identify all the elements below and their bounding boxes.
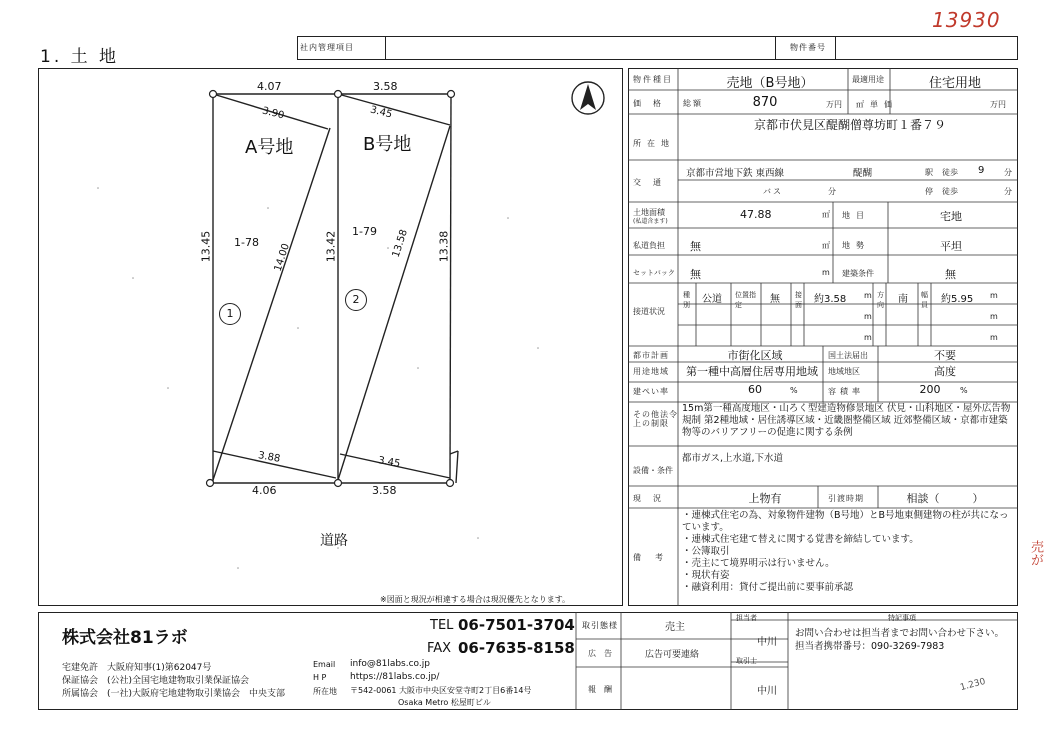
building-cond-label: 建築条件 [842, 269, 874, 278]
building-cond-value: 無 [945, 268, 956, 281]
tel-label: TEL [430, 618, 454, 633]
road-label: 道路 [320, 533, 348, 549]
width-unit: m [990, 291, 1000, 300]
direction-value: 南 [898, 294, 908, 305]
hp-value: https://81labs.co.jp/ [350, 672, 440, 682]
type-value: 売地（B号地） [726, 76, 814, 91]
road-kind-value: 公道 [702, 294, 722, 305]
far-label: 容積率 [828, 387, 864, 396]
remarks-label: 備考 [633, 553, 677, 562]
terrain-label: 地勢 [842, 241, 870, 250]
district-label: 地域地区 [828, 367, 860, 376]
handover-label: 引渡時期 [828, 494, 864, 503]
type-label: 物件種目 [633, 75, 673, 84]
dim-bot-a: 4.06 [252, 484, 277, 497]
lot-a-label: A号地 [245, 137, 294, 158]
side-handwriting: 売が [1028, 540, 1043, 566]
dim-bot-diag-a: 3.88 [257, 450, 282, 465]
handwritten-number: 13930 [932, 8, 1001, 32]
unit-price-label: ㎡単価 [856, 100, 898, 109]
guarantee: 保証協会 (公社)全国宅地建物取引業保証協会 [62, 676, 250, 686]
use-value: 住宅用地 [928, 76, 981, 91]
dim-mid: 13.42 [324, 230, 338, 263]
staff-value: 中川 [757, 637, 777, 648]
special-label: 特記事項 [888, 614, 916, 622]
remark-item: ・連棟式住宅建て替えに関する覚書を締結しています。 [682, 534, 919, 545]
dim-diag-a: 3.90 [261, 105, 286, 122]
price-unit: 万円 [826, 100, 842, 109]
section-title: 1. 土 地 [40, 47, 120, 67]
address-label: 所在地 [633, 139, 675, 148]
company-name: 株式会社81ラボ [62, 628, 188, 648]
direction-label: 方向 [877, 291, 884, 309]
special-line-1: お問い合わせは担当者までお問い合わせ下さい。 [795, 628, 1005, 639]
chimoku-value: 宅地 [940, 210, 962, 223]
license: 宅建免許 大阪府知事(1)第62047号 [62, 663, 212, 673]
use-label: 最適用途 [852, 75, 884, 84]
land-area-value: 47.88 [740, 208, 772, 221]
internal-management-box [297, 36, 1018, 60]
road-unit-3: m [990, 312, 1000, 321]
line-value: 京都市営地下鉄 東西線 [686, 168, 785, 179]
remark-item: ・公簿取引 [682, 546, 730, 557]
dim-bot-diag-b: 3.45 [377, 455, 402, 470]
stop-label: 停 [925, 187, 935, 196]
setback-value: 無 [690, 268, 701, 281]
remarks-list [682, 510, 1016, 594]
designation-label: 位置指定 [735, 291, 756, 309]
remark-item: ・現状有姿 [682, 570, 730, 581]
dim-inner-b: 13.58 [390, 228, 410, 259]
circle-1: 1 [219, 303, 241, 325]
zoning-value: 第一種中高層住居専用地域 [686, 365, 818, 378]
unit-price-unit: 万円 [990, 100, 1006, 109]
frontage-label: 接面 [795, 291, 802, 309]
deal-label: 取引態様 [582, 621, 618, 630]
addr-value-2: Osaka Metro 松屋町ビル [398, 698, 491, 707]
chimoku-label: 地目 [842, 211, 870, 220]
bcr-label: 建ぺい率 [633, 387, 669, 396]
dim-inner-a: 14.00 [272, 242, 292, 273]
staff-label: 担当者 [736, 614, 757, 622]
dim-left: 13.45 [199, 230, 213, 263]
dim-bot-b: 3.58 [372, 484, 397, 497]
road-unit-2: m [864, 312, 874, 321]
dim-diag-b: 3.45 [369, 104, 394, 121]
bus-label: バス [763, 187, 783, 196]
road-unit-5: m [990, 333, 1000, 342]
parcel-b: 1-79 [352, 225, 377, 238]
fax-label: FAX [427, 641, 452, 656]
tel-value: 06-7501-3704 [458, 616, 575, 634]
bus-minute: 分 [828, 187, 838, 196]
far-unit: % [960, 386, 970, 395]
other-law-value: 15m第一種高度地区・山ろく型建造物修景地区 伏見・山科地区・屋外広告物規制 第2種地域・居住誘導区域・近畿圏整備区域 近郊整備区域・京都市建築物等のバリアフリーの促進に関する条例 [682, 403, 1011, 438]
far-value: 200 [919, 383, 941, 396]
facility-label: 設備・条件 [633, 466, 673, 475]
parcel-a: 1-78 [234, 236, 259, 249]
remark-item: ・融資利用：貸付ご提出前に要事前承認 [682, 582, 854, 593]
other-law-label: その他法令上の制限 [633, 410, 678, 428]
email-value: info@81labs.co.jp [350, 659, 430, 669]
land-law-value: 不要 [934, 349, 956, 362]
price-value: 870 [752, 95, 778, 110]
ad-label: 広告 [588, 649, 620, 658]
width-label: 幅員 [921, 291, 928, 309]
deal-value: 売主 [665, 622, 685, 633]
addr-label: 所在地 [313, 687, 337, 696]
addr-value: 〒542-0061 大阪市中央区安堂寺町2丁目6番14号 [350, 686, 532, 695]
lot-b-label: B号地 [363, 134, 412, 155]
walk-label: 徒歩 [942, 168, 958, 177]
plot-note: ※図面と現況が相違する場合は現況優先となります。 [380, 595, 571, 604]
land-area-label: 土地面積 [633, 208, 665, 217]
designation-value: 無 [770, 294, 780, 305]
width-value: 約5.95 [941, 294, 974, 305]
lot-diagram [38, 68, 623, 606]
special-line-2: 担当者携帯番号：090-3269-7983 [795, 641, 945, 652]
city-plan-value: 市街化区域 [727, 349, 783, 362]
fee-label: 報酬 [588, 685, 620, 694]
price-total-label: 総額 [683, 99, 703, 108]
city-plan-label: 都市計画 [633, 351, 669, 360]
road-status-label: 接道状況 [633, 307, 665, 316]
land-area-unit: ㎡ [822, 210, 832, 219]
remark-item: ・連棟式住宅の為、対象物件建物（B号地）とB号地東側建物の柱が共になっています。 [682, 510, 1009, 533]
terrain-value: 平坦 [940, 240, 962, 253]
district-value: 高度 [934, 365, 956, 378]
road-unit-4: m [864, 333, 874, 342]
traffic-label: 交通 [633, 178, 673, 187]
trade-staff-label: 取引士 [736, 657, 757, 665]
setback-unit: m [822, 268, 832, 277]
remark-item: ・売主にて境界明示は行いません。 [682, 558, 835, 569]
zoning-label: 用途地域 [633, 367, 669, 376]
property-no-label: 物件番号 [790, 43, 826, 52]
walk-minute: 分 [1004, 168, 1014, 177]
current-label: 現況 [633, 494, 673, 503]
frontage-unit: m [864, 291, 874, 300]
station-value: 醍醐 [853, 168, 873, 179]
association: 所属協会 (一社)大阪府宅地建物取引業協会 中央支部 [62, 689, 286, 699]
dim-right: 13.38 [437, 230, 451, 263]
facility-value: 都市ガス,上水道,下水道 [682, 453, 784, 464]
hp-label: H P [313, 673, 327, 682]
address-value: 京都市伏見区醍醐僧尊坊町１番７９ [753, 118, 946, 132]
setback-label: セットバック [633, 269, 675, 277]
bcr-unit: % [790, 386, 800, 395]
internal-label: 社内管理項目 [300, 43, 354, 52]
ad-value: 広告可要連絡 [645, 650, 700, 660]
station-suffix: 駅 [925, 168, 935, 177]
trade-staff-value: 中川 [757, 686, 777, 697]
land-law-label: 国土法届出 [828, 351, 868, 360]
walk2-label: 徒歩 [942, 187, 958, 196]
land-area-sub: (私道含ます) [633, 218, 668, 225]
price-label: 価格 [633, 99, 673, 108]
frontage-value: 約3.58 [814, 294, 847, 305]
bcr-value: 60 [748, 383, 762, 396]
current-value: 上物有 [748, 492, 782, 505]
dim-top-a: 4.07 [257, 80, 282, 93]
handover-value: 相談（ ） [906, 492, 984, 505]
private-road-label: 私道負担 [633, 241, 665, 250]
hand-note: 1.230 [959, 676, 987, 694]
road-kind-label: 種別 [683, 291, 690, 309]
email-label: Email [313, 660, 336, 669]
circle-2: 2 [345, 289, 367, 311]
private-road-unit: ㎡ [822, 241, 832, 250]
dim-top-b: 3.58 [373, 80, 398, 93]
fax-value: 06-7635-8158 [458, 639, 575, 657]
walk2-minute: 分 [1004, 187, 1014, 196]
north-arrow-icon [580, 84, 596, 110]
walk-value: 9 [978, 165, 985, 176]
private-road-value: 無 [690, 240, 701, 253]
